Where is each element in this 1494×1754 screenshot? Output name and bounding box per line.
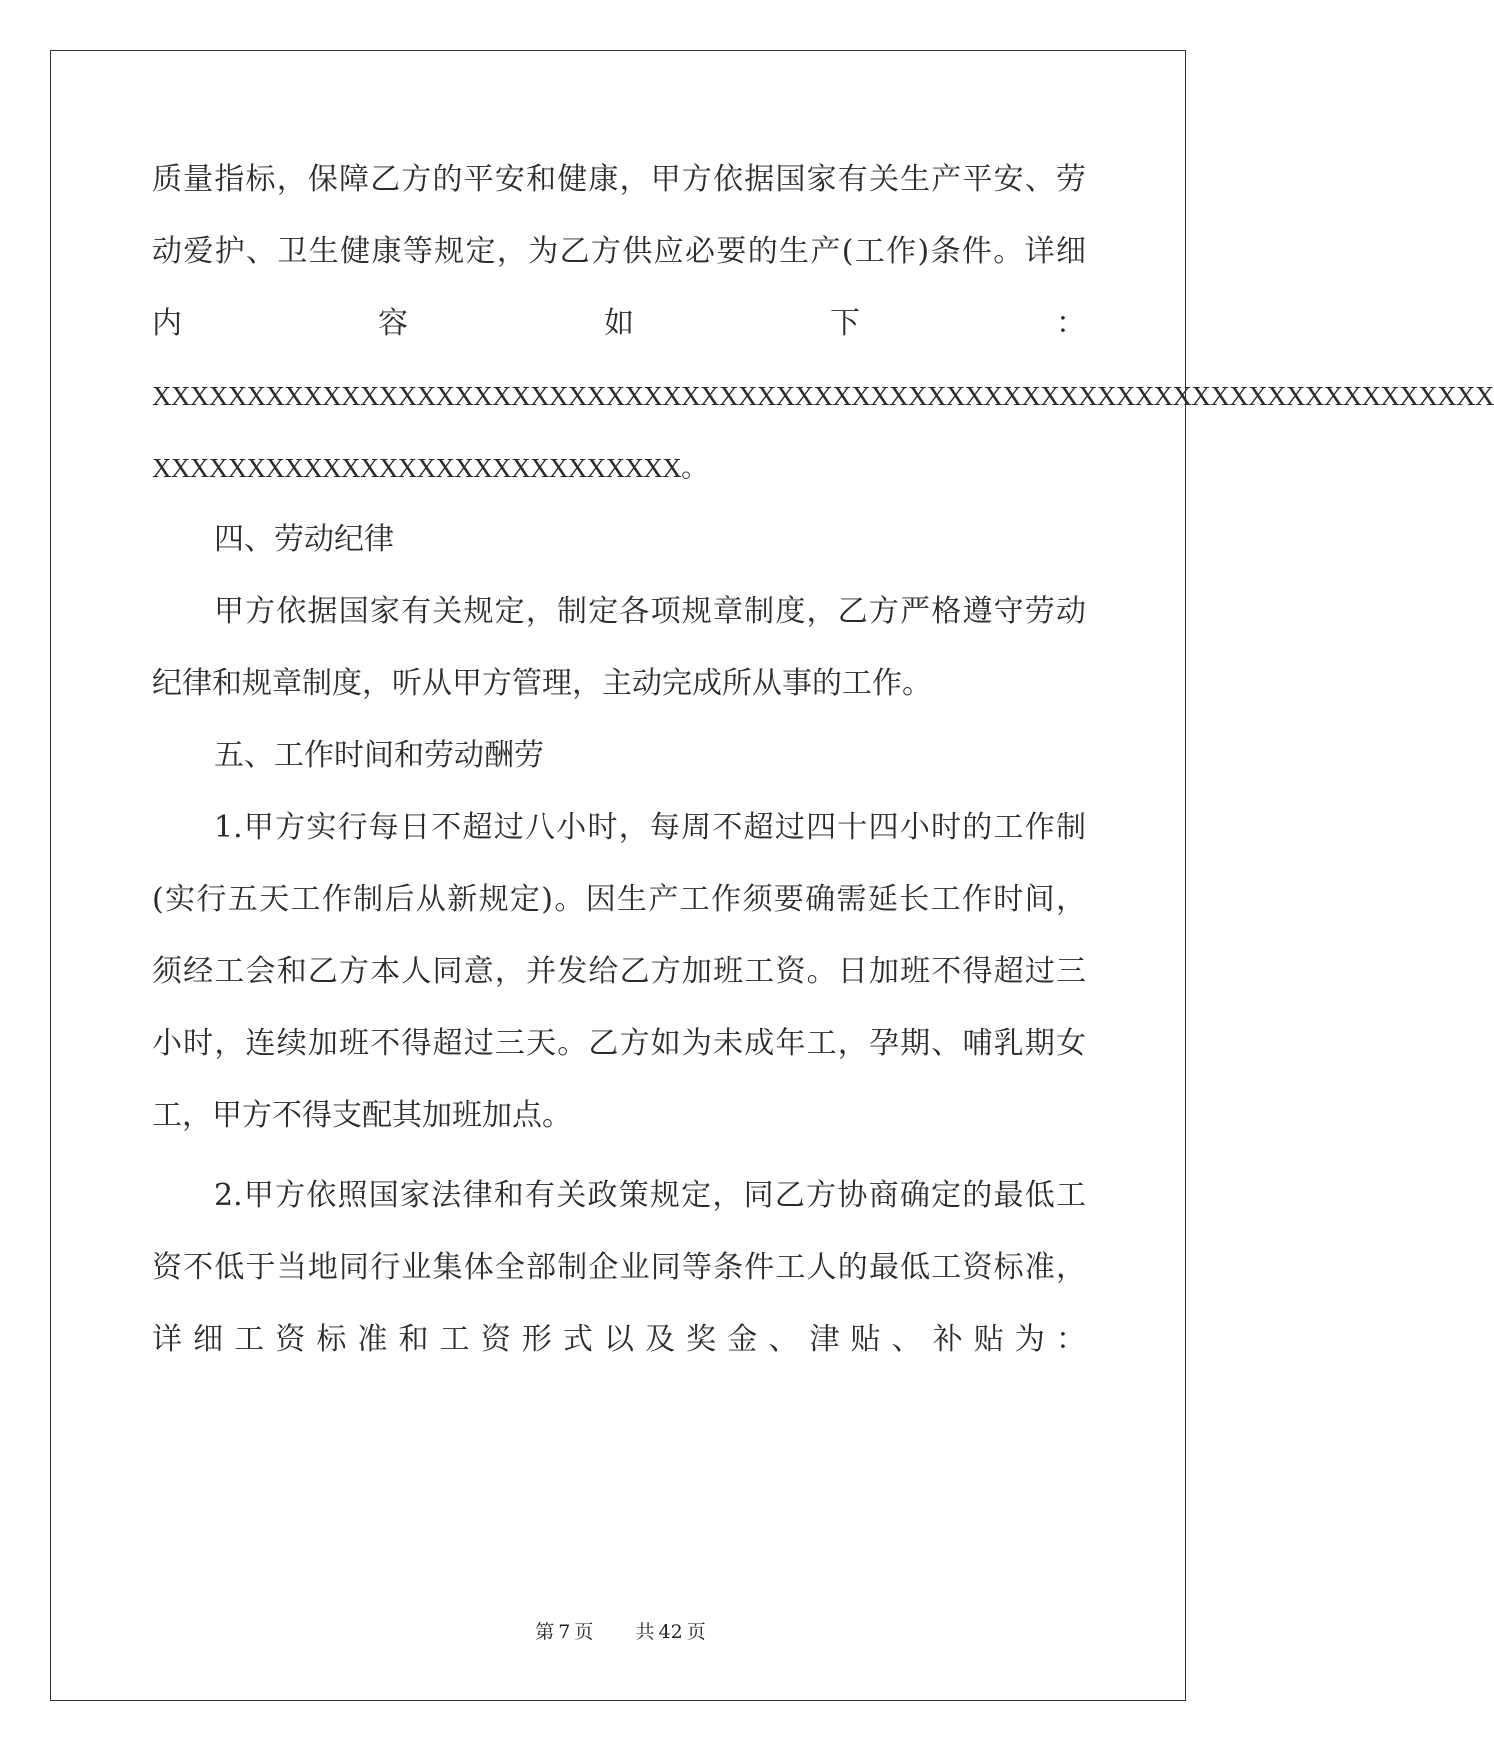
spread-word: 如	[604, 306, 634, 341]
paragraph-line: 资不低于当地同行业集体全部制企业同等条件工人的最低工资标准，	[152, 1250, 1086, 1285]
section-heading: 五、工作时间和劳动酬劳	[214, 738, 544, 773]
paragraph-line: 甲方依据国家有关规定，制定各项规章制度，乙方严格遵守劳动	[214, 594, 1086, 629]
footer-page-number: 7	[558, 1621, 571, 1643]
paragraph-line: 工，甲方不得支配其加班加点。	[152, 1098, 572, 1133]
paragraph-line: 须经工会和乙方本人同意，并发给乙方加班工资。日加班不得超过三	[152, 954, 1086, 989]
paragraph-line: 纪律和规章制度，听从甲方管理，主动完成所从事的工作。	[152, 666, 932, 701]
paragraph-line: 1.甲方实行每日不超过八小时，每周不超过四十四小时的工作制	[214, 810, 1086, 845]
section-heading: 四、劳动纪律	[214, 522, 394, 557]
paragraph-line: 详细工资标准和工资形式以及奖金、津贴、补贴为：	[152, 1322, 1086, 1357]
paragraph-line: 质量指标，保障乙方的平安和健康，甲方依据国家有关生产平安、劳	[152, 162, 1086, 197]
page-border	[50, 50, 1494, 1701]
footer-total-pages: 42	[658, 1621, 683, 1643]
page-footer	[0, 1617, 1241, 1644]
footer-page-unit: 页	[574, 1621, 594, 1643]
paragraph-line: (实行五天工作制后从新规定)。因生产工作须要确需延长工作时间，	[152, 882, 1086, 917]
spread-word: 容	[378, 306, 408, 341]
spread-word: 内	[152, 306, 182, 341]
spread-word: 下	[830, 306, 860, 341]
paragraph-line-spread	[152, 304, 1086, 344]
placeholder-x-line: XXXXXXXXXXXXXXXXXXXXXXXXXXXXXXXXXXXXXXXXXXXXXXXXXXXXXXXXXXXXXXXXXXXXXXX	[152, 381, 1494, 411]
paragraph-line: 动爱护、卫生健康等规定，为乙方供应必要的生产(工作)条件。详细	[152, 234, 1086, 269]
spread-word: ：	[1056, 306, 1086, 341]
paragraph-line: 2.甲方依照国家法律和有关政策规定，同乙方协商确定的最低工	[214, 1178, 1086, 1213]
footer-page-label: 第	[535, 1621, 555, 1643]
placeholder-x-line: XXXXXXXXXXXXXXXXXXXXXXXXXXXX。	[152, 453, 708, 483]
footer-total-label: 共	[635, 1621, 655, 1643]
footer-total-unit: 页	[686, 1621, 706, 1643]
paragraph-line: 小时，连续加班不得超过三天。乙方如为未成年工，孕期、哺乳期女	[152, 1026, 1086, 1061]
